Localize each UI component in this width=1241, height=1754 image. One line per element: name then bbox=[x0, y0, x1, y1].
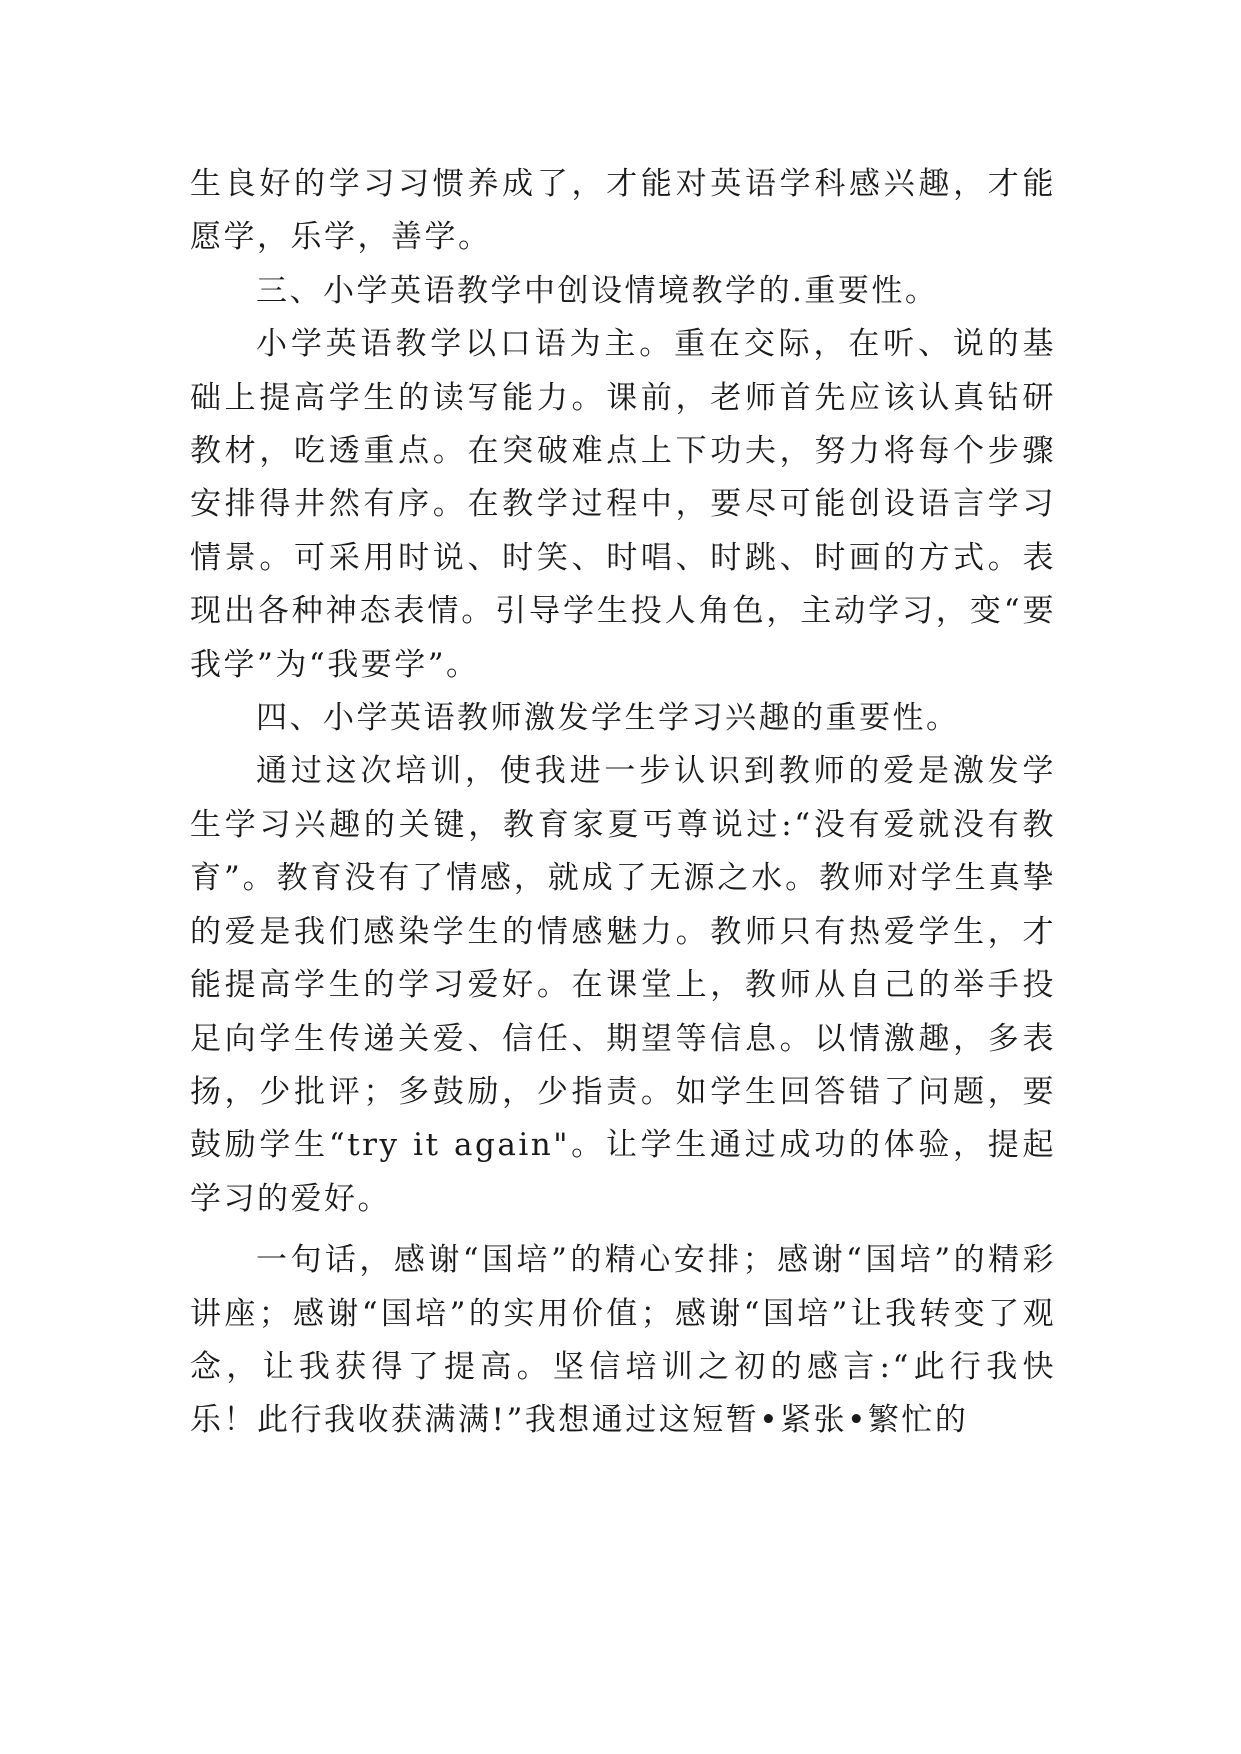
paragraph-conclusion: 一句话，感谢“国培”的精心安排；感谢“国培”的精彩讲座；感谢“国培”的实用价值；感谢“国培”让我转变了观念，让我获得了提高。坚信培训之初的感言:“此行我快乐！此行我收获满满!”我想通过这短暂•紧张•繁忙的 bbox=[190, 1242, 1056, 1439]
document-page bbox=[190, 158, 1056, 1448]
paragraph-continuation: 生良好的学习习惯养成了，才能对英语学科感兴趣，才能愿学，乐学，善学。 bbox=[190, 166, 1056, 256]
paragraph-situational-teaching: 小学英语教学以口语为主。重在交际，在听、说的基础上提高学生的读写能力。课前，老师首先应该认真钻研教材，吃透重点。在突破难点上下功夫，努力将每个步骤安排得井然有序。在教学过程中，要尽可能创设语言学习情景。可采用时说、时笑、时唱、时跳、时画的方式。表现出各种神态表情。引导学生投人角色，主动学习，变“要我学”为“我要学”。 bbox=[190, 326, 1056, 683]
section-heading-4: 四、小学英语教师激发学生学习兴趣的重要性。 bbox=[256, 700, 960, 737]
section-heading-3: 三、小学英语教学中创设情境教学的.重要性。 bbox=[256, 272, 939, 309]
paragraph-teacher-love: 通过这次培训，使我进一步认识到教师的爱是激发学生学习兴趣的关键，教育家夏丐尊说过:“没有爱就没有教育”。教育没有了情感，就成了无源之水。教师对学生真挚的爱是我们感染学生的情感魅力。教师只有热爱学生，才能提高学生的学习爱好。在课堂上，教师从自己的举手投足向学生传递关爱、信任、期望等信息。以情激趣，多表扬，少批评；多鼓励，少指责。如学生回答错了问题，要鼓励学生“try it again"。让学生通过成功的体验，提起学习的爱好。 bbox=[190, 753, 1056, 1217]
